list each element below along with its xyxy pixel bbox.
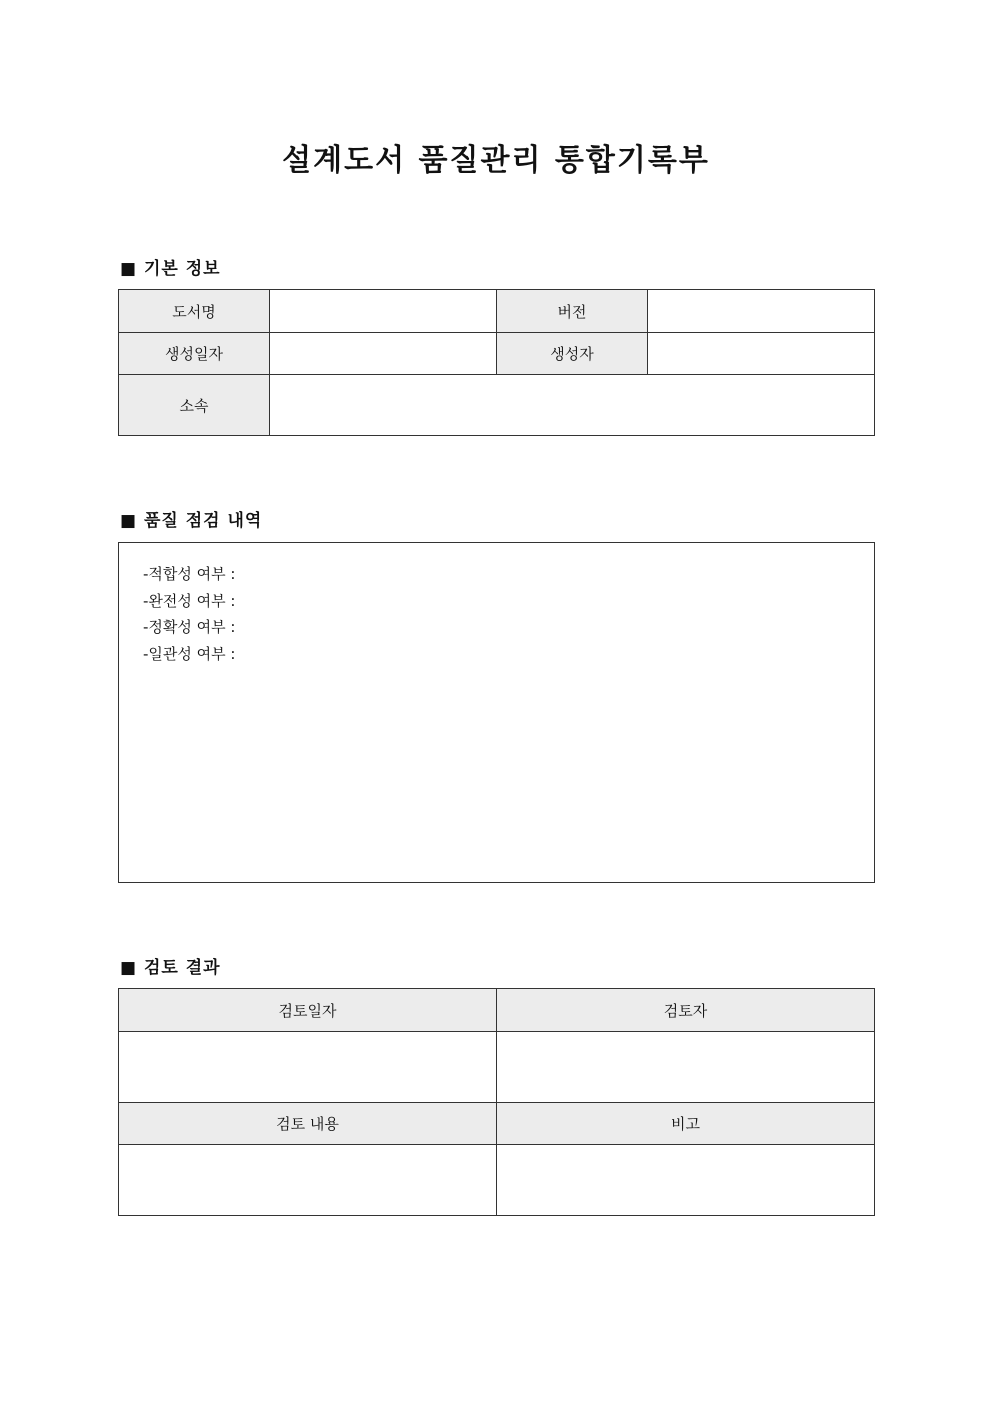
label-affiliation: 소속 [119,375,270,436]
label-version: 버전 [497,290,648,333]
label-reviewer: 검토자 [497,989,875,1032]
created-date-field[interactable] [270,333,497,375]
label-creator: 생성자 [497,333,648,375]
label-review-date: 검토일자 [119,989,497,1032]
check-item: -적합성 여부 : [143,565,236,583]
review-date-field[interactable] [119,1032,497,1103]
note-field[interactable] [497,1145,875,1216]
check-item: -정확성 여부 : [143,618,236,637]
review-table [118,988,875,1216]
section-review-heading: ■ 검토 결과 [120,958,221,978]
doc-name-field[interactable] [270,290,497,333]
affiliation-field[interactable] [270,375,875,436]
creator-field[interactable] [648,333,875,375]
label-created-date: 생성일자 [119,333,270,375]
check-item: -일관성 여부 : [143,645,236,664]
reviewer-field[interactable] [497,1032,875,1103]
section-basic-heading: ■ 기본 정보 [120,259,221,279]
label-note: 비고 [497,1103,875,1145]
basic-info-table [118,289,875,436]
label-doc-name: 도서명 [119,290,270,333]
page-title: 설계도서 품질관리 통합기록부 [282,143,710,178]
review-content-field[interactable] [119,1145,497,1216]
label-review-content: 검토 내용 [119,1103,497,1145]
check-item: -완전성 여부 : [143,591,236,610]
version-field[interactable] [648,290,875,333]
section-quality-heading: ■ 품질 점검 내역 [120,511,263,531]
quality-check-box[interactable] [118,542,875,883]
